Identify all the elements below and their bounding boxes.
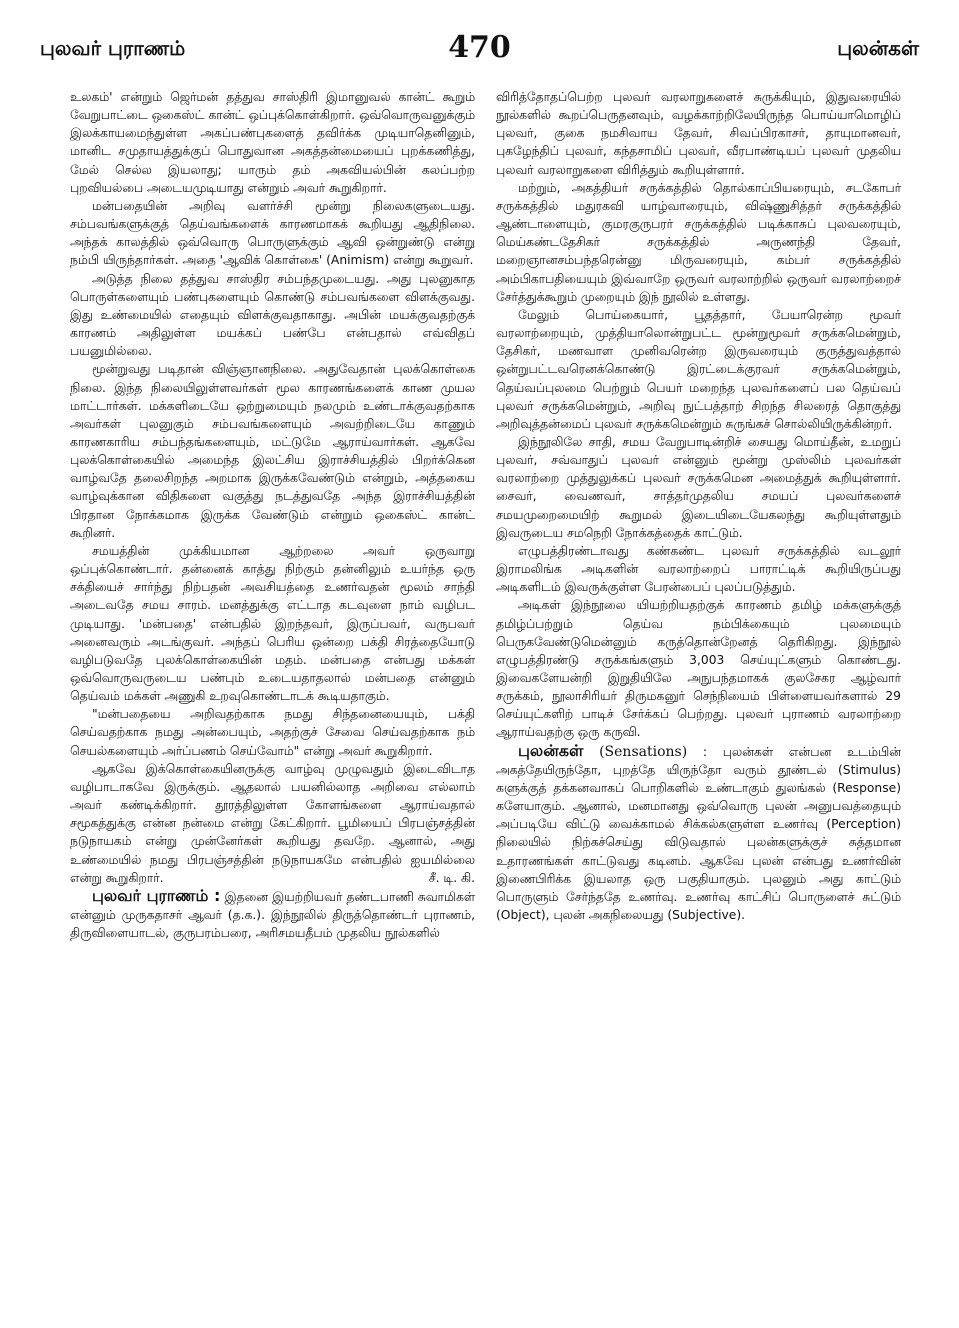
paragraph: அடிகள் இந்நூலை யியற்றியதற்குக் காரணம் தமிழ் மக்களுக்குத் தமிழ்ப்பற்றும் தெய்வ நம்பிக்கையும் புலமையும் பெருகவேண்டுமென்னும் கருத்தொன்றேனத் தெரிகிறது. இந்நூல் எழுபத்திரண்டு சருக்கங்களும் 3,003 செய்யுட்களும் கொண்டது. இவைகளேயன்றி இறுதியிலே அநுபந்தமாகக் குலசேகர ஆழ்வார் சருக்கம், நூலாசிரியர் திருமகனுர் செந்நியைம் பிள்ளையவர்களால் 29 செய்யுட்களிற் பாடிச் சேர்க்கப் பெற்றது. புலவர் புராணம் வரலாற்றை ஆராய்வதற்கு ஒரு கருவி. xyxy=(496,598,901,740)
paragraph: மூன்றுவது படிதான் விஞ்ஞானநிலை. அதுவேதான் புலக்கொள்கை நிலை. இந்த நிலையிலுள்ளவர்கள் மூல காரணங்களைக் காண முயல மாட்டார்கள். மக்களிடையே ஒற்றுமையும் நலமும் உண்டாக்குவதற்காக அவர்கள் புலனுகும் சம்பவங்களையும் அவற்றிடையே காணும் காரணகாரிய சம்பந்தங்களையும், மட்டுமே ஆராய்வார்கள். ஆகவே புலக்கொள்கையில் அமைந்த இலட்சிய இராச்சியத்தில் பிறர்க்கென வாழ்வதே தலைசிறந்த அறமாக இருக்கவேண்டும் என்றும், அத்தகைய வாழ்வுக்கான விதிகளை வகுத்து நடத்துவதே அந்த இராச்சியத்தின் பிரதான நோக்கமாக இருக்க வேண்டும் என்றும் ஒகைஸ்ட் கான்ட் கூறினர். xyxy=(70,362,475,540)
paragraph: சமயத்தின் முக்கியமான ஆற்றலை அவர் ஒருவாறு ஒப்புக்கொண்டார். தன்னைக் காத்து நிற்கும் தன்னிலும் உயர்ந்த ஒரு சக்தியைச் சார்ந்து நிற்பதன் அவசியத்தை உணர்வதன் மூலம் சாந்தி அடைவதே சமய சாரம். மனத்துக்கு எட்டாத கடவுளை நாம் வழிபட முடியாது. 'மன்பதை' என்பதில் இறந்தவர், இருப்பவர், வருபவர் அனைவரும் அடங்குவர். அந்தப் பெரிய ஒன்றை பக்தி சிரத்தையோடு வழிபடுவதே புலக்கொள்கையின் மதம். மன்பதை என்பது மக்கள் ஒவ்வொருவருடைய பண்பும் உடையதாதலால் மன்பதை என்னும் தெய்வம் மக்கள் அணுகி உறவுகொண்டாடக் கூடியதாகும். xyxy=(70,543,475,704)
paragraph: எழுபத்திரண்டாவது கண்கண்ட புலவர் சருக்கத்தில் வடலூர் இராமலிங்க அடிகளின் வரலாற்றைப் பாராட்டிக் கூறியிருப்பது அடிகளிடம் இவருக்குள்ள பேரன்பைப் புலப்படுத்தும். xyxy=(496,543,901,595)
running-title-right: புலன்கள் xyxy=(837,36,919,60)
paragraph: மன்பதையின் அறிவு வளர்ச்சி மூன்று நிலைகளுடையது. சம்பவங்களுக்குத் தெய்வங்களைக் காரணமாகக் கூறியது ஆதிநிலை. அந்தக் காலத்தில் ஒவ்வொரு பொருளுக்கும் ஆவி ஒன்றுண்டு என்று நம்பி யிருந்தார்கள். அதை 'ஆவிக் கொள்கை' (Animism) என்று கூறுவர். xyxy=(70,198,475,268)
entry-english-term: (Sensations) xyxy=(599,743,688,760)
entry xyxy=(496,742,901,925)
author-initials: சீ. டி. கி. xyxy=(428,870,475,885)
page-number: 470 xyxy=(448,30,511,65)
page-header xyxy=(40,30,919,70)
paragraph: உலகம்' என்றும் ஜெர்மன் தத்துவ சாஸ்திரி இமானுவல் கான்ட் கூறும் வேறுபாட்டை ஒகைஸ்ட் கான்ட் ஒப்புக்கொள்கிறார். ஒவ்வொருவனுக்கும் இலக்காயமைந்துள்ள அகப்பண்புகளைத் தவிர்க்க முடியாதெனினும், மானிட சமுதாயத்துக்குப் பொதுவான அகத்தன்மையைப் புறக்கணித்து, மேல் செல்ல இயலாது; யாரும் தம் அகவியல்பின் கலப்பற்ற புறவியல்பை அடையமுடியாது என்றும் அவர் கூறுகிறார். xyxy=(70,90,475,195)
paragraph: விரித்தோதப்பெற்ற புலவர் வரலாறுகளைச் சுருக்கியும், இதுவரையில் நூல்களில் கூறப்பெருதனவும், வழக்காற்றிலேயிருந்த பொய்யாமொழிப் புலவர், குகை நமசிவாய தேவர், சிவப்பிரகாசர், தாயுமானவர், புகழேந்திப் புலவர், கந்தசாமிப் புலவர், வீரபாண்டியப் புலவர் முதலிய புலவர் வரலாறுகளை விரித்தும் கூறியுள்ளார். xyxy=(496,90,901,177)
quotation: "மன்பதையை அறிவதற்காக நமது சிந்தனையையும், பக்தி செய்வதற்காக நமது அன்பையும், அதற்குச் சேவை செய்வதற்காக நம் செயல்களையும் அர்ப்பணம் செய்வோம்" என்று அவர் கூறுகிறார். xyxy=(70,707,475,758)
right-column xyxy=(496,88,901,1293)
entry-text: இதனை இயற்றியவர் தண்டபாணி சுவாமிகள் என்னும் முருகதாசர் ஆவர் (த.க.). இந்நூலில் திருத்தொண்டர் புராணம், திருவிளையாடல், குருபரம்பரை, அரிசமயதீபம் முதலிய நூல்களில் xyxy=(70,889,475,941)
entry-headword: புலன்கள் xyxy=(518,740,584,760)
paragraph: மற்றும், அகத்தியர் சருக்கத்தில் தொல்காப்பியரையும், சடகோபர் சருக்கத்தில் மதுரகவி யாழ்வாரையும், விஷ்ணுசித்தர் சருக்கத்தில் ஆண்டாளையும், குமரகுருபரர் சருக்கத்தில் படிக்காசுப் புலவரையும், மெய்கண்டதேசிகர் சருக்கத்தில் அருணந்தி தேவர், மறைஞானசம்பந்தரென்னு மிருவரையும், கம்பர் சருக்கத்தில் அம்பிகாபதியையும் இவ்வாறே ஒருவர் வரலாற்றில் ஒருவர் வரலாற்றைச் சேர்த்துக்கூறும் முறையும் இந் நூலில் உள்ளது. xyxy=(496,180,901,304)
entry-text: : புலன்கள் என்பன உடம்பின் அகத்தேயிருந்தோ, புறத்தே யிருந்தோ வரும் தூண்டல் (Stimulus) களுக்குத் தக்கனவாகப் பொறிகளில் உண்டாகும் துலங்கல் (Response) களேயாகும். ஆனால், மனமானது ஒவ்வொரு புலன் அனுபவத்தையும் அப்படியே விட்டு வைக்காமல் சிக்கல்களுள்ள உணர்வு (Perception) நிலையில் நிற்கச்செய்து விடுவதால் புலன்களுக்குச் சுத்தமான உதாரணங்கள் காட்டுவது கடினம். ஆகவே புலன் என்பது உணர்வின் இணைபிரிக்க இயலாத ஒரு பகுதியாகும். புலனும் அது காட்டும் பொருளும் சேர்ந்ததே உணர்வு. உணர்வு காட்சிப் பொருளைச் சுட்டும் (Object), புலன் அகநிலையது (Subjective). xyxy=(496,744,901,923)
entry xyxy=(70,887,475,942)
running-title-left: புலவர் புராணம் xyxy=(40,36,186,60)
paragraph: இந்நூலிலே சாதி, சமய வேறுபாடின்றிச் சையது மொய்தீன், உமறுப் புலவர், சவ்வாதுப் புலவர் என்னும் மூன்று முஸ்லிம் புலவர்கள் வரலாற்றை முத்துலுக்கப் புலவர் சருக்கமென அமைத்துக் கூறியுள்ளார். சைவர், வைணவர், சாத்தர்முதலிய சமயப் புலவர்களைச் சமயமுறைமையிற் கூறுமல் இடையிடையேகலந்து கூறியுள்ளதும் இவருடைய சமநெறி நோக்கத்தைக் காட்டும். xyxy=(496,434,901,540)
paragraph: அடுத்த நிலை தத்துவ சாஸ்திர சம்பந்தமுடையது. அது புலனுகாத பொருள்களையும் பண்புகளையும் கொண்டு சம்பவங்களை விளக்குவது. இது உண்மையில் எதையும் விளக்குவதாகாது. அபின் மயக்குவதற்குக் காரணம் அதிலுள்ள மயக்கப் பண்பே என்பதால் எவ்விதப் பயனுமில்லை. xyxy=(70,271,475,359)
paragraph xyxy=(70,760,475,887)
entry-headword: புலவர் புராணம் : xyxy=(92,885,221,905)
paragraph: மேலும் பொய்கையார், பூதத்தார், பேயாரென்ற மூவர் வரலாற்றையும், முத்தியாலொன்றுபட்ட மூன்றுமூவர் சருக்கமென்றும், தேசிகர், மணவாள முனிவரென்ற இருவரையும் குருத்துவத்தால் ஒன்றுபட்டவரெனக்கொண்டு இரட்டைக்குரவர் சருக்கமென்றும், தெய்வப்புலமை பெற்றும் பெயர் மறைந்த புலவர்களைப் பல தெய்வப் புலவர் சருக்கமென்றும், அறிவு நுட்பத்தாற் சிறந்த சிலரைத் தொகுத்து அறிவுத்தன்மைப் புலவர் சருக்கமென்றும் சுருங்கச் சொல்லியிருக்கின்றர். xyxy=(496,307,901,431)
left-column xyxy=(70,88,475,1293)
paragraph-text: ஆகவே இக்கொள்கையினருக்கு வாழ்வு முழுவதும் இடைவிடாத வழிபாடாகவே இருக்கும். ஆதலால் பயனில்லாத அறிவை எல்லாம் அவர் கண்டிக்கிறார். தூரத்திலுள்ள கோளங்களை ஆராய்வதால் சமூகத்துக்கு என்ன நன்மை என்று கேட்கிறார். பூமியைப் பிரபஞ்சத்தின் நடுநாயகம் என்று முன்னேர்கள் கூறியது தவறே. ஆனால், அது உண்மையில் நமது பிரபஞ்சத்தின் நடுநாயகமே என்பதில் ஐயமில்லை என்று கூறுகிறார். xyxy=(70,761,475,885)
